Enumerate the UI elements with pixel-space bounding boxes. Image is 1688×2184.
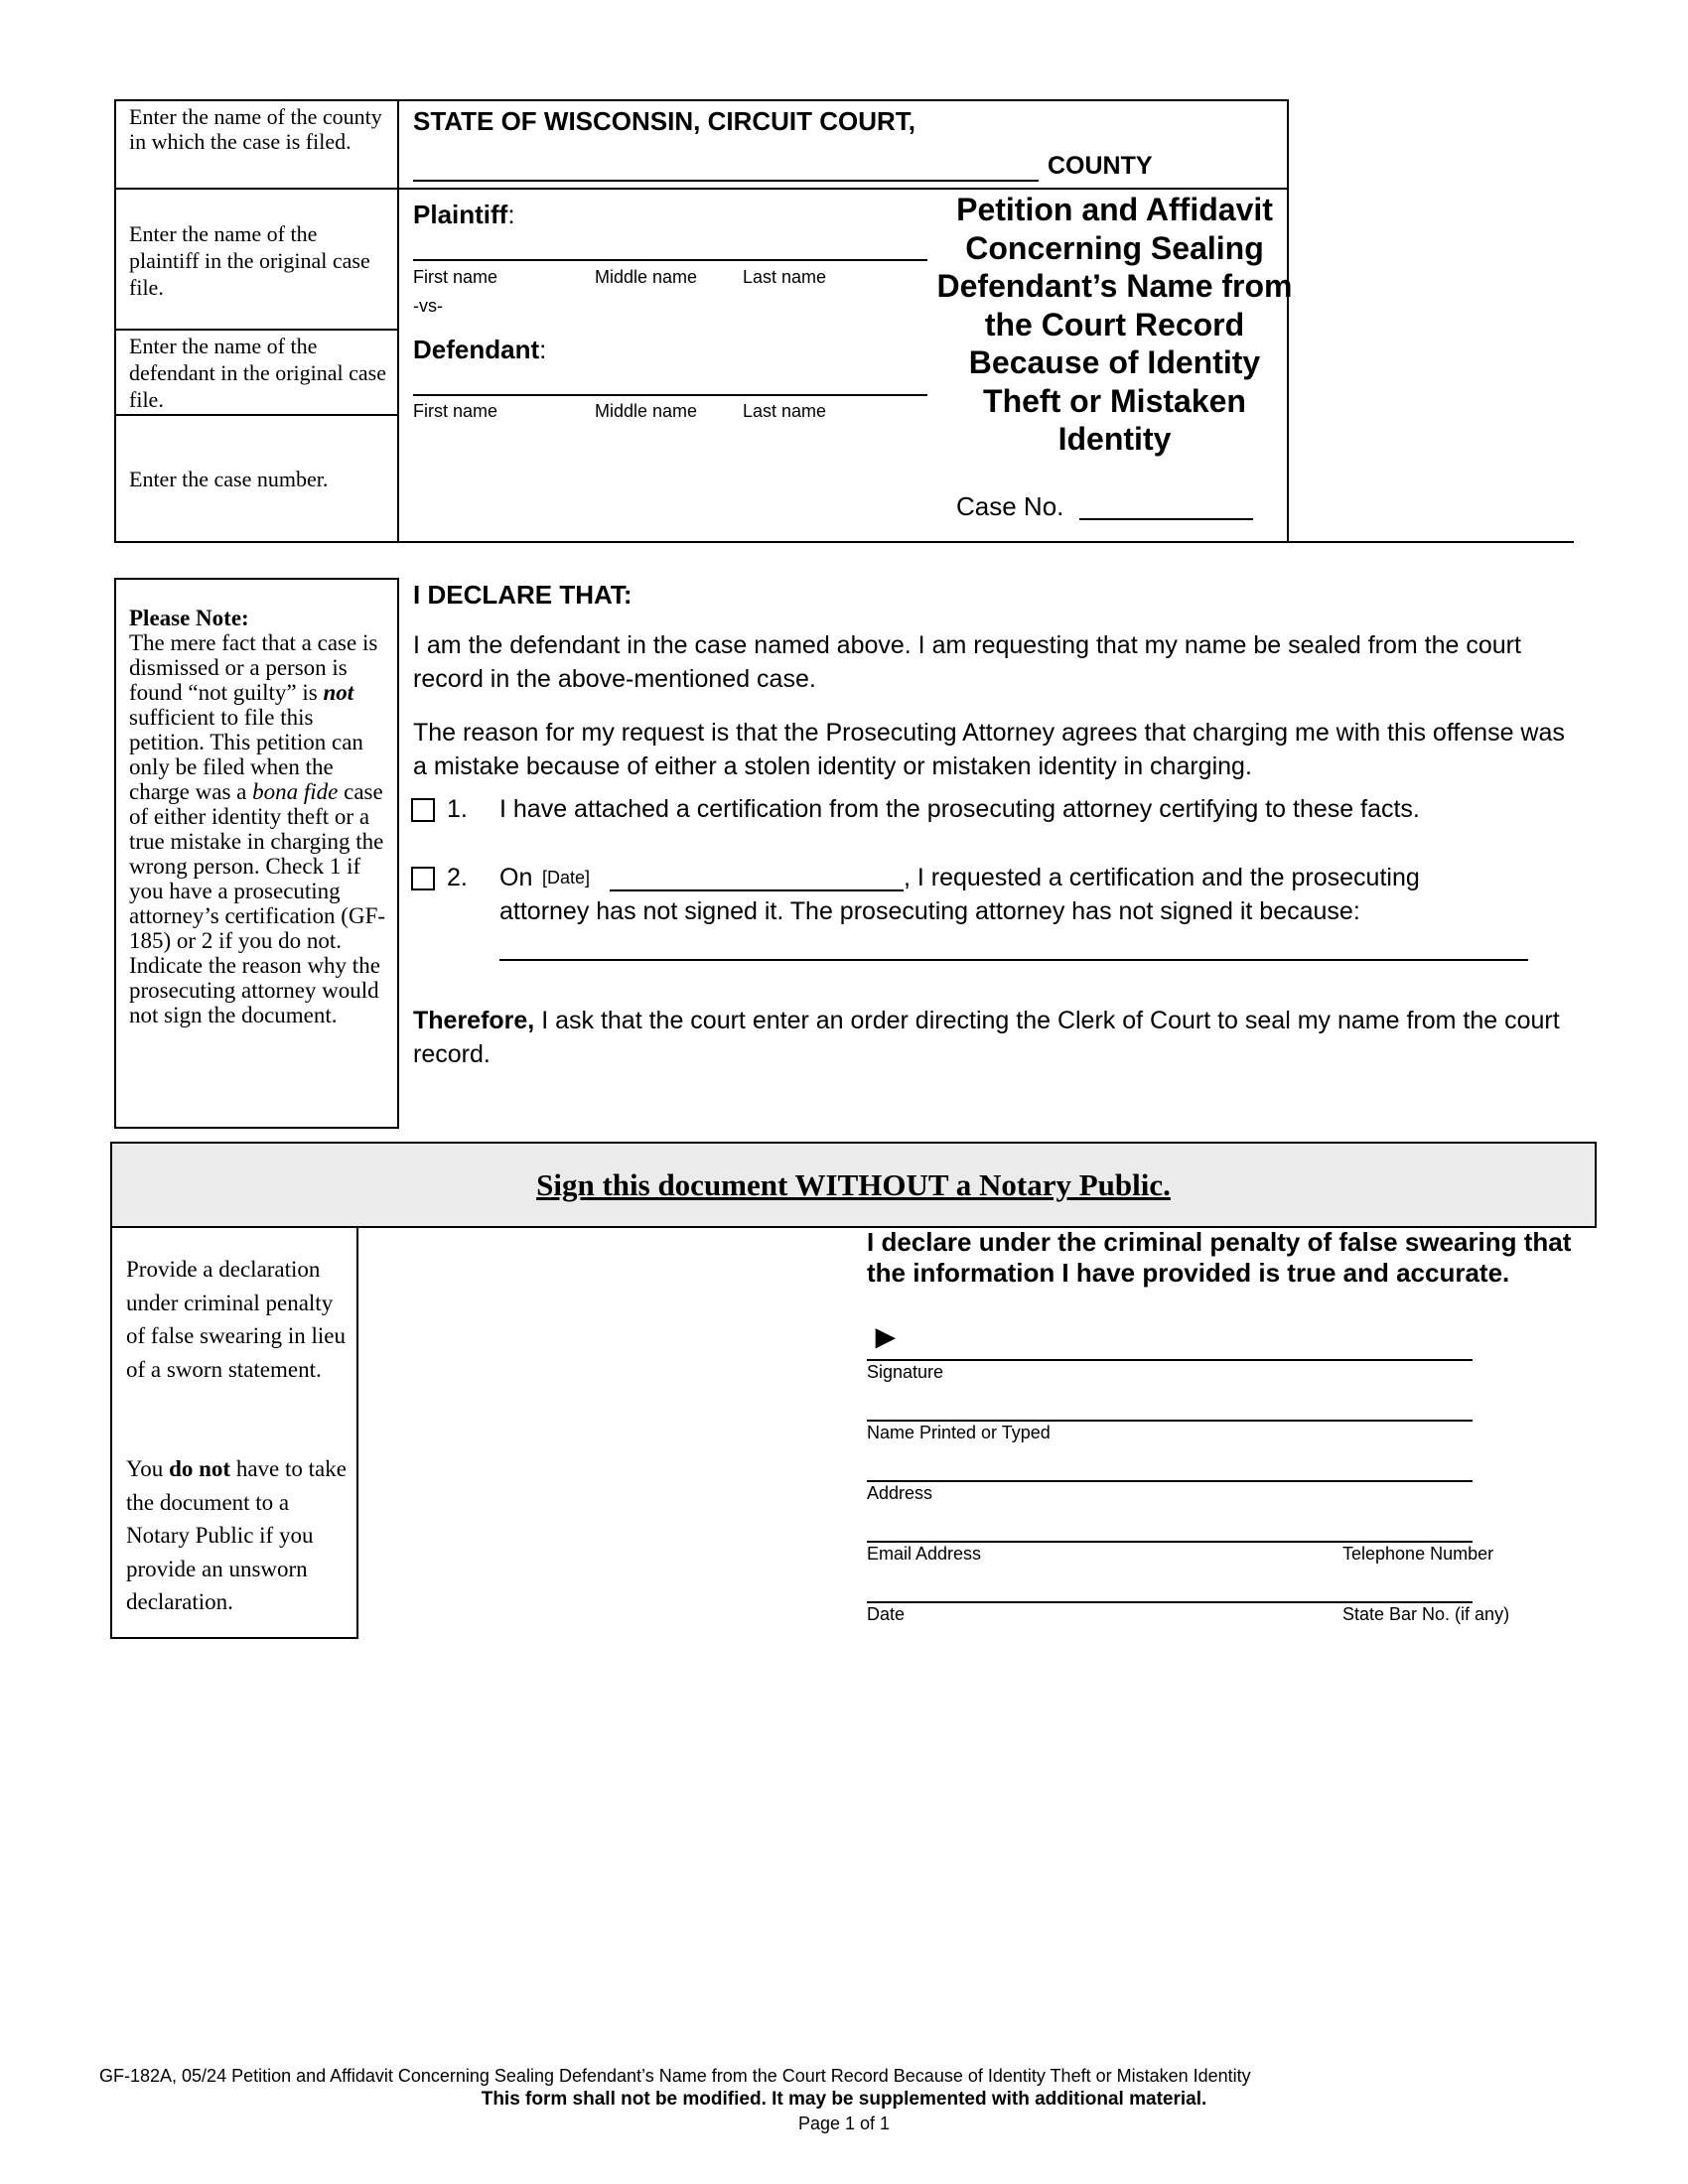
notary-banner-text: Sign this document WITHOUT a Notary Public.: [536, 1167, 1171, 1202]
side-note: Please Note: The mere fact that a case is dismissed or a person is found “not guilty” is not sufficient to file this petition. This petition can only be filed when the charge was a bona fide case of either identity theft or a true mistake in charging the wrong person. Check 1 if you have a prosecuting attorney’s certification (GF-185) or 2 if you do not. Indicate the reason why the prosecuting attorney would not sign the document.: [129, 606, 389, 1027]
email-phone-line[interactable]: [867, 1541, 1473, 1543]
defendant-name-line[interactable]: [413, 394, 927, 396]
caption-row-line-1: [114, 188, 1289, 190]
defendant-label: Defendant: [413, 335, 540, 364]
footer-page-number: Page 1 of 1: [797, 2114, 891, 2133]
option-2-reason-line[interactable]: [499, 959, 1528, 961]
state-bar-label: State Bar No. (if any): [1342, 1604, 1510, 1624]
date-bar-line[interactable]: [867, 1601, 1473, 1603]
caption-left-border: [114, 99, 116, 542]
case-number-label: Case No.: [956, 491, 1064, 521]
defendant-first-name-label: First name: [413, 401, 498, 421]
option-2-checkbox[interactable]: [411, 867, 435, 890]
plaintiff-middle-name-label: Middle name: [595, 267, 698, 287]
note-plaintiff: Enter the name of the plaintiff in the original case file.: [129, 221, 370, 300]
unsworn-note-1: Provide a declaration under criminal penalty of false swearing in lieu of a sworn statement.: [126, 1257, 346, 1382]
address-line[interactable]: [867, 1480, 1473, 1482]
county-label: COUNTY: [1048, 152, 1153, 180]
caption-top-border: [114, 99, 1289, 101]
signature-line[interactable]: [867, 1359, 1473, 1361]
email-label: Email Address: [867, 1544, 982, 1564]
name-line[interactable]: [867, 1420, 1473, 1422]
option-2-number: 2.: [447, 864, 468, 891]
signature-label: Signature: [867, 1362, 944, 1382]
defendant-middle-name-label: Middle name: [595, 401, 698, 421]
plaintiff-name-line[interactable]: [413, 259, 927, 261]
declaration-para-2: The reason for my request is that the Prosecuting Attorney agrees that charging me with this offense was a mistake because of either a stolen identity or mistaken identity in charging.: [413, 719, 1565, 780]
defendant-label-group: [413, 335, 546, 365]
caption-row-line-3: [114, 414, 398, 416]
therefore-bold: Therefore,: [413, 1007, 535, 1034]
option-2-on: On: [499, 864, 533, 891]
option-2-date-hint: [Date]: [542, 868, 591, 887]
county-name-line: [413, 180, 1039, 182]
notary-banner: [110, 1142, 1597, 1228]
address-label: Address: [867, 1483, 933, 1503]
name-label: Name Printed or Typed: [867, 1423, 1051, 1442]
plaintiff-colon: :: [507, 200, 515, 229]
therefore-paragraph: [413, 1004, 1565, 1071]
footer-form-id: GF-182A, 05/24 Petition and Affidavit Concerning Sealing Defendant’s Name from the Court Record Because of Identity Theft or Mistaken Identity: [99, 2066, 1251, 2086]
side-note-heading: Please Note:: [129, 606, 249, 630]
false-swearing-statement: I declare under the criminal penalty of false swearing that the information I have provided is true and accurate.: [867, 1227, 1572, 1288]
date-label: Date: [867, 1604, 906, 1624]
note-county: Enter the name of the county in which the case is filed.: [129, 104, 382, 154]
note-defendant: Enter the name of the defendant in the original case file.: [129, 334, 387, 412]
form-title: Petition and Affidavit Concerning Sealing Defendant’s Name from the Court Record Because of Identity Theft or Mistaken Identity: [936, 192, 1293, 457]
caption-bottom-border: [114, 541, 1574, 543]
unsworn-box-bottom: [110, 1637, 358, 1639]
signature-arrow-icon: ►: [869, 1318, 903, 1356]
option-1-checkbox[interactable]: [411, 798, 435, 822]
declaration-para-1: I am the defendant in the case named above. I am requesting that my name be sealed from the court record in the above-mentioned case.: [413, 631, 1521, 693]
unsworn-box-right: [356, 1226, 358, 1639]
option-2-text-a: , I requested a certification and the prosecuting: [904, 864, 1420, 891]
note-case-number: Enter the case number.: [129, 467, 329, 491]
unsworn-note-2: You do not have to take the document to a Notary Public if you provide an unsworn declaration.: [126, 1456, 347, 1614]
telephone-label: Telephone Number: [1342, 1544, 1494, 1564]
therefore-text: I ask that the court enter an order directing the Clerk of Court to seal my name from the court record.: [413, 1007, 1560, 1068]
plaintiff-label-group: [413, 200, 515, 230]
option-1-number: 1.: [447, 795, 468, 823]
court-heading: STATE OF WISCONSIN, CIRCUIT COURT,: [413, 106, 916, 136]
plaintiff-label: Plaintiff: [413, 200, 508, 229]
caption-divider: [397, 99, 399, 542]
defendant-colon: :: [539, 335, 547, 364]
plaintiff-last-name-label: Last name: [743, 267, 827, 287]
footer-notice: This form shall not be modified. It may be supplemented with additional material.: [481, 2089, 1207, 2110]
unsworn-box-left: [110, 1226, 112, 1639]
defendant-last-name-label: Last name: [743, 401, 827, 421]
option-2-text-b: attorney has not signed it. The prosecuting attorney has not signed it because:: [499, 897, 1360, 925]
option-2-date-line[interactable]: [610, 889, 904, 891]
caption-row-line-2: [114, 329, 398, 331]
option-1-text: I have attached a certification from the prosecuting attorney certifying to these facts.: [499, 795, 1420, 823]
case-number-line[interactable]: [1079, 518, 1253, 520]
declare-heading: I DECLARE THAT:: [413, 580, 633, 610]
plaintiff-first-name-label: First name: [413, 267, 498, 287]
versus-label: -vs-: [413, 296, 443, 316]
